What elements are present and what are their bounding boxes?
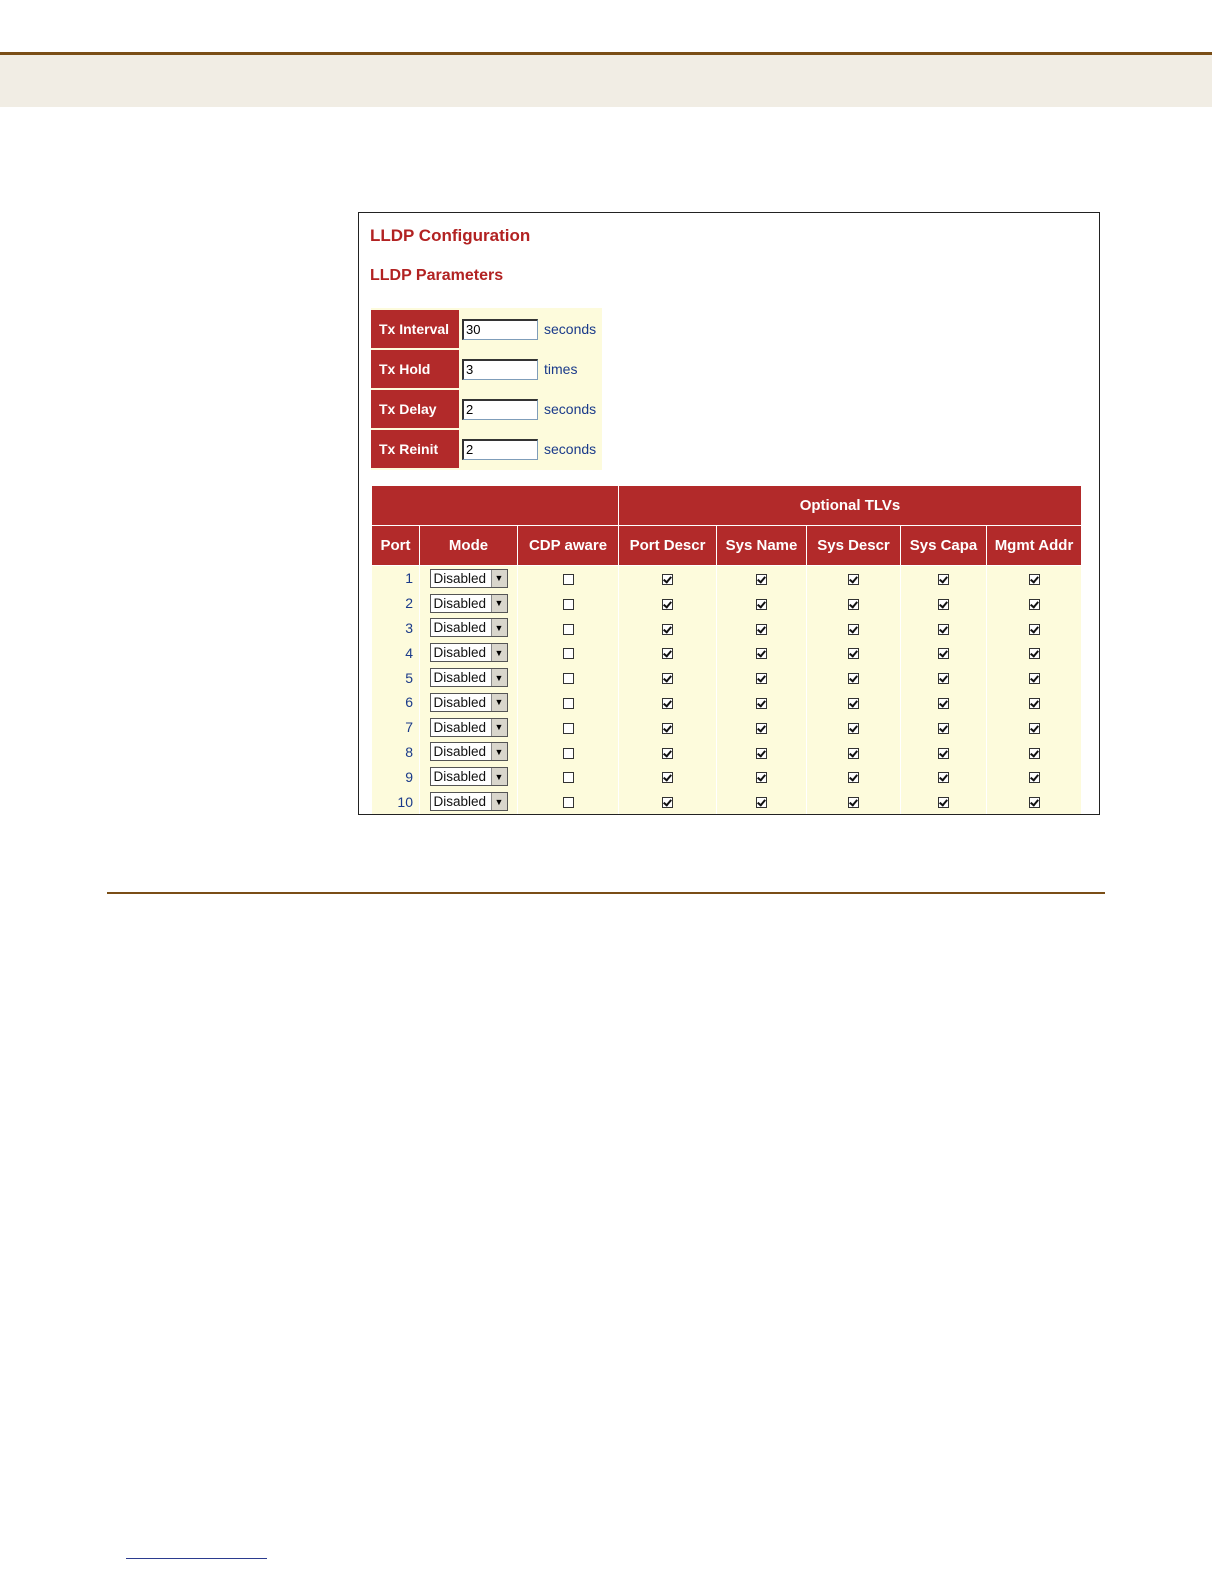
port-descr-checkbox[interactable] xyxy=(662,723,673,734)
port-number: 9 xyxy=(372,764,420,789)
sys-descr-checkbox[interactable] xyxy=(848,624,859,635)
table-row xyxy=(372,715,1082,740)
table-row xyxy=(372,789,1082,814)
param-unit: seconds xyxy=(544,401,597,417)
param-unit: times xyxy=(544,361,578,377)
port-descr-checkbox[interactable] xyxy=(662,624,673,635)
sys-name-checkbox[interactable] xyxy=(756,574,767,585)
cdp-aware-checkbox[interactable] xyxy=(563,673,574,684)
column-header-sys-name: Sys Name xyxy=(717,526,807,566)
table-row xyxy=(372,764,1082,789)
sys-capa-checkbox[interactable] xyxy=(938,599,949,610)
mgmt-addr-checkbox[interactable] xyxy=(1029,624,1040,635)
sys-descr-checkbox[interactable] xyxy=(848,772,859,783)
sys-descr-checkbox[interactable] xyxy=(848,797,859,808)
column-header-sys-descr: Sys Descr xyxy=(807,526,901,566)
sys-name-checkbox[interactable] xyxy=(756,748,767,759)
mode-select-value: Disabled xyxy=(433,670,487,686)
table-row xyxy=(372,566,1082,591)
footnote-rule xyxy=(126,1558,267,1559)
column-header-mode: Mode xyxy=(420,526,518,566)
mode-select[interactable] xyxy=(430,792,508,811)
mode-select-value: Disabled xyxy=(433,595,487,611)
optional-tlvs-header: Optional TLVs xyxy=(619,486,1082,526)
port-number: 8 xyxy=(372,740,420,765)
param-row-tx-hold xyxy=(371,350,602,388)
section-title: LLDP Parameters xyxy=(370,267,504,284)
port-descr-checkbox[interactable] xyxy=(662,748,673,759)
chevron-down-icon[interactable]: ▼ xyxy=(491,595,507,612)
cdp-aware-checkbox[interactable] xyxy=(563,624,574,635)
mode-select-value: Disabled xyxy=(433,794,487,810)
header-band xyxy=(0,55,1212,107)
port-descr-checkbox[interactable] xyxy=(662,648,673,659)
port-number: 3 xyxy=(372,616,420,641)
mgmt-addr-checkbox[interactable] xyxy=(1029,797,1040,808)
param-unit: seconds xyxy=(544,441,597,457)
sys-descr-checkbox[interactable] xyxy=(848,748,859,759)
header-spacer xyxy=(372,486,619,526)
chevron-down-icon[interactable]: ▼ xyxy=(491,768,507,785)
screenshot-frame xyxy=(358,212,1100,815)
port-number: 4 xyxy=(372,640,420,665)
chevron-down-icon[interactable]: ▼ xyxy=(491,570,507,587)
mgmt-addr-checkbox[interactable] xyxy=(1029,698,1040,709)
page-title: LLDP Configuration xyxy=(370,226,531,245)
sys-capa-checkbox[interactable] xyxy=(938,748,949,759)
tx-interval-input[interactable] xyxy=(462,319,538,340)
cdp-aware-checkbox[interactable] xyxy=(563,648,574,659)
sys-capa-checkbox[interactable] xyxy=(938,698,949,709)
mode-select-value: Disabled xyxy=(433,694,487,710)
sys-descr-checkbox[interactable] xyxy=(848,574,859,585)
sys-capa-checkbox[interactable] xyxy=(938,648,949,659)
port-descr-checkbox[interactable] xyxy=(662,772,673,783)
table-row xyxy=(372,591,1082,616)
section-rule xyxy=(107,892,1105,894)
mode-select[interactable] xyxy=(430,767,508,786)
chevron-down-icon[interactable]: ▼ xyxy=(491,743,507,760)
sys-name-checkbox[interactable] xyxy=(756,599,767,610)
port-descr-checkbox[interactable] xyxy=(662,574,673,585)
port-number: 5 xyxy=(372,665,420,690)
chevron-down-icon[interactable]: ▼ xyxy=(491,694,507,711)
port-descr-checkbox[interactable] xyxy=(662,698,673,709)
sys-descr-checkbox[interactable] xyxy=(848,698,859,709)
lldp-parameters-table xyxy=(371,308,602,470)
port-number: 6 xyxy=(372,690,420,715)
cdp-aware-checkbox[interactable] xyxy=(563,698,574,709)
sys-descr-checkbox[interactable] xyxy=(848,673,859,684)
sys-name-checkbox[interactable] xyxy=(756,648,767,659)
port-number: 2 xyxy=(372,591,420,616)
mgmt-addr-checkbox[interactable] xyxy=(1029,723,1040,734)
param-row-tx-reinit xyxy=(371,430,602,468)
cdp-aware-checkbox[interactable] xyxy=(563,797,574,808)
sys-capa-checkbox[interactable] xyxy=(938,624,949,635)
port-descr-checkbox[interactable] xyxy=(662,599,673,610)
table-row xyxy=(372,640,1082,665)
port-number: 7 xyxy=(372,715,420,740)
sys-name-checkbox[interactable] xyxy=(756,772,767,783)
mgmt-addr-checkbox[interactable] xyxy=(1029,673,1040,684)
column-header-port-descr: Port Descr xyxy=(619,526,717,566)
mode-select-value: Disabled xyxy=(433,744,487,760)
chevron-down-icon[interactable]: ▼ xyxy=(491,644,507,661)
sys-name-checkbox[interactable] xyxy=(756,723,767,734)
sys-name-checkbox[interactable] xyxy=(756,698,767,709)
column-header-port: Port xyxy=(372,526,420,566)
mode-select[interactable] xyxy=(430,569,508,588)
tx-reinit-input[interactable] xyxy=(462,439,538,460)
cdp-aware-checkbox[interactable] xyxy=(563,772,574,783)
mgmt-addr-checkbox[interactable] xyxy=(1029,748,1040,759)
column-header-sys-capa: Sys Capa xyxy=(901,526,987,566)
mgmt-addr-checkbox[interactable] xyxy=(1029,599,1040,610)
sys-descr-checkbox[interactable] xyxy=(848,648,859,659)
sys-capa-checkbox[interactable] xyxy=(938,797,949,808)
chevron-down-icon[interactable]: ▼ xyxy=(491,619,507,636)
sys-capa-checkbox[interactable] xyxy=(938,723,949,734)
column-header-mgmt-addr: Mgmt Addr xyxy=(987,526,1082,566)
mode-select-value: Disabled xyxy=(433,620,487,636)
mode-select[interactable] xyxy=(430,693,508,712)
tx-delay-input[interactable] xyxy=(462,399,538,420)
table-row xyxy=(372,616,1082,641)
port-descr-checkbox[interactable] xyxy=(662,673,673,684)
sys-capa-checkbox[interactable] xyxy=(938,772,949,783)
param-row-tx-interval xyxy=(371,310,602,348)
chevron-down-icon[interactable]: ▼ xyxy=(491,719,507,736)
column-header-cdp-aware: CDP aware xyxy=(518,526,619,566)
sys-descr-checkbox[interactable] xyxy=(848,599,859,610)
mode-select[interactable] xyxy=(430,668,508,687)
port-rows xyxy=(372,566,1082,814)
cdp-aware-checkbox[interactable] xyxy=(563,599,574,610)
mgmt-addr-checkbox[interactable] xyxy=(1029,574,1040,585)
mgmt-addr-checkbox[interactable] xyxy=(1029,648,1040,659)
cdp-aware-checkbox[interactable] xyxy=(563,723,574,734)
sys-name-checkbox[interactable] xyxy=(756,624,767,635)
mode-select-value: Disabled xyxy=(433,719,487,735)
table-row xyxy=(372,740,1082,765)
sys-capa-checkbox[interactable] xyxy=(938,673,949,684)
cdp-aware-checkbox[interactable] xyxy=(563,574,574,585)
chevron-down-icon[interactable]: ▼ xyxy=(491,669,507,686)
chevron-down-icon[interactable]: ▼ xyxy=(491,793,507,810)
mode-select[interactable] xyxy=(430,643,508,662)
table-row xyxy=(372,690,1082,715)
sys-capa-checkbox[interactable] xyxy=(938,574,949,585)
mode-select-value: Disabled xyxy=(433,570,487,586)
mode-select-value: Disabled xyxy=(433,769,487,785)
param-label: Tx Hold xyxy=(371,350,459,388)
param-label: Tx Reinit xyxy=(371,430,459,468)
mgmt-addr-checkbox[interactable] xyxy=(1029,772,1040,783)
tx-hold-input[interactable] xyxy=(462,359,538,380)
mode-select[interactable] xyxy=(430,594,508,613)
mode-select-value: Disabled xyxy=(433,645,487,661)
cdp-aware-checkbox[interactable] xyxy=(563,748,574,759)
param-label: Tx Delay xyxy=(371,390,459,428)
port-number: 1 xyxy=(372,566,420,591)
mode-select[interactable] xyxy=(430,718,508,737)
param-row-tx-delay xyxy=(371,390,602,428)
mode-select[interactable] xyxy=(430,618,508,637)
sys-name-checkbox[interactable] xyxy=(756,797,767,808)
port-configuration-table xyxy=(371,485,1082,814)
sys-descr-checkbox[interactable] xyxy=(848,723,859,734)
param-unit: seconds xyxy=(544,321,597,337)
sys-name-checkbox[interactable] xyxy=(756,673,767,684)
mode-select[interactable] xyxy=(430,742,508,761)
port-number: 10 xyxy=(372,789,420,814)
table-row xyxy=(372,665,1082,690)
port-descr-checkbox[interactable] xyxy=(662,797,673,808)
param-label: Tx Interval xyxy=(371,310,459,348)
